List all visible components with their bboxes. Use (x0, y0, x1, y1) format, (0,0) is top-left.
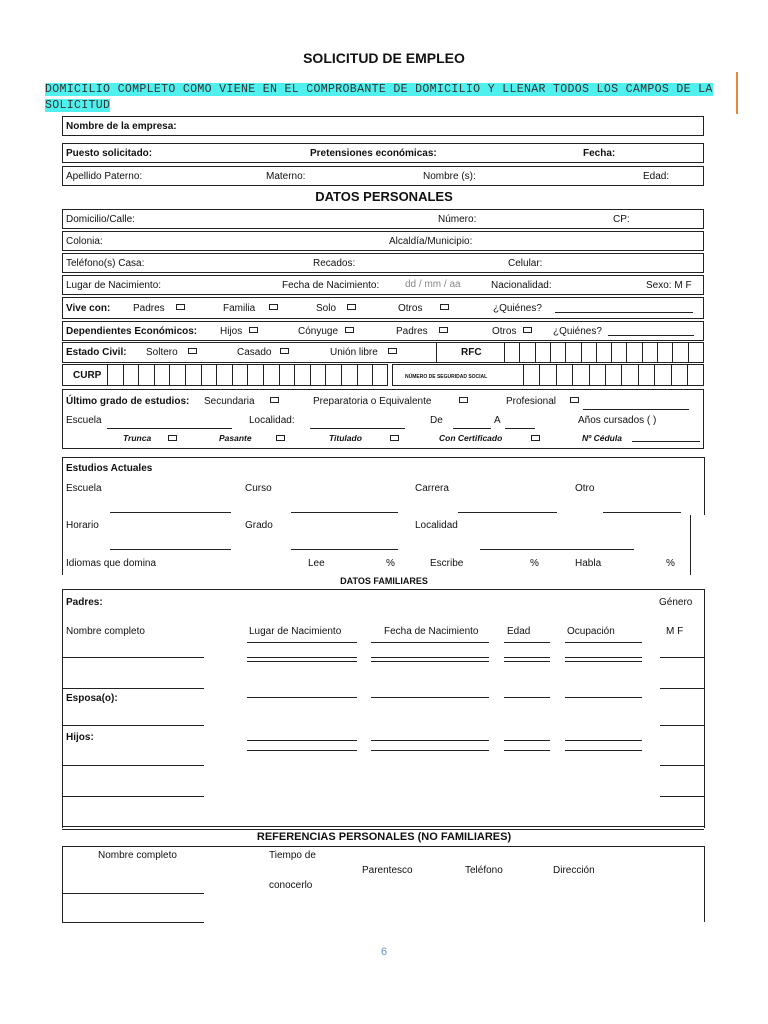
family-field-line[interactable] (247, 697, 357, 698)
nss-cells-cell[interactable] (572, 365, 573, 385)
nss-cells-cell[interactable] (589, 365, 590, 385)
line-ea-localidad[interactable] (480, 549, 634, 550)
checkbox-vive-padres[interactable] (176, 304, 185, 310)
checkbox-vive-otros[interactable] (440, 304, 449, 310)
curp-cells-cell[interactable] (294, 365, 295, 385)
label-nacionalidad: Nacionalidad: (491, 280, 552, 291)
fecha-nacimiento-placeholder: dd / mm / aa (405, 279, 461, 290)
nss-cells-cell[interactable] (523, 365, 524, 385)
row-nacimiento[interactable] (62, 275, 704, 295)
checkbox-preparatoria[interactable] (459, 397, 468, 403)
label-dep-quienes: ¿Quiénes? (553, 326, 602, 337)
instruction-note-text: DOMICILIO COMPLETO COMO VIENE EN EL COMPROBANTE DE DOMICILIO Y LLENAR TODOS LOS CAMPOS DE LA SOLICITUD (45, 83, 713, 112)
checkbox-dep-conyuge[interactable] (345, 327, 354, 333)
label-numero: Número: (438, 214, 477, 225)
label-casado: Casado (237, 347, 272, 358)
row-empresa[interactable] (62, 116, 704, 136)
nss-box[interactable] (392, 364, 704, 386)
checkbox-con-certificado[interactable] (531, 435, 540, 441)
label-sexo: Sexo: M F (646, 280, 692, 291)
line-ea-grado[interactable] (291, 549, 398, 550)
label-ea-horario: Horario (66, 520, 99, 531)
label-edad: Edad: (643, 171, 670, 182)
label-anios-cursados: Años cursados ( ) (578, 415, 657, 426)
rfc-cells-cell[interactable] (565, 343, 566, 362)
referencias-top (62, 846, 704, 847)
label-cp: CP: (613, 214, 630, 225)
rfc-cells-cell[interactable] (626, 343, 627, 362)
label-dependientes: Dependientes Económicos: (66, 326, 198, 337)
line-ea-horario[interactable] (110, 549, 231, 550)
label-domicilio: Domicilio/Calle: (66, 214, 135, 225)
curp-cells-cell[interactable] (263, 365, 264, 385)
label-habla: Habla (575, 558, 602, 569)
row-apellidos[interactable] (62, 166, 704, 186)
rfc-cells-cell[interactable] (611, 343, 612, 362)
referencias-left (62, 846, 63, 922)
label-esposa: Esposa(o): (66, 693, 118, 704)
family-field-line[interactable] (660, 796, 704, 797)
label-fam-ocupacion: Ocupación (567, 626, 615, 637)
label-ultimo-grado: Último grado de estudios: (66, 396, 190, 407)
family-field-line[interactable] (660, 725, 704, 726)
rfc-cells-cell[interactable] (596, 343, 597, 362)
label-fam-padres: Padres: (66, 597, 103, 608)
checkbox-secundaria[interactable] (270, 397, 279, 403)
checkbox-profesional[interactable] (570, 397, 579, 403)
label-fecha: Fecha: (583, 148, 616, 159)
checkbox-trunca[interactable] (168, 435, 177, 441)
estudios-actuales-right (704, 457, 705, 515)
familiares-left (62, 589, 63, 828)
curp-cells-cell[interactable] (123, 365, 124, 385)
line-a[interactable] (505, 428, 535, 429)
checkbox-pasante[interactable] (276, 435, 285, 441)
label-recados: Recados: (313, 258, 356, 269)
label-nss: NÚMERO DE SEGURIDAD SOCIAL (405, 374, 488, 380)
label-dep-hijos: Hijos (220, 326, 243, 337)
line-profesional[interactable] (583, 409, 689, 410)
rfc-cells-cell[interactable] (581, 343, 582, 362)
label-union-libre: Unión libre (330, 347, 378, 358)
label-fam-lugar: Lugar de Nacimiento (249, 626, 342, 637)
line-cedula[interactable] (632, 441, 700, 442)
estudios-actuales-left (62, 457, 63, 575)
curp-cells-cell[interactable] (138, 365, 139, 385)
label-alcaldia: Alcaldía/Municipio: (389, 236, 473, 247)
familiares-bottom (62, 826, 704, 827)
family-field-line[interactable] (371, 740, 489, 741)
label-fecha-nacimiento: Fecha de Nacimiento: (282, 280, 380, 291)
curp-cells-cell[interactable] (201, 365, 202, 385)
curp-cells-cell[interactable] (325, 365, 326, 385)
family-field-line[interactable] (247, 750, 357, 751)
curp-box[interactable] (62, 364, 388, 386)
checkbox-titulado[interactable] (390, 435, 399, 441)
label-ref-telefono: Teléfono (465, 865, 503, 876)
checkbox-dep-hijos[interactable] (249, 327, 258, 333)
label-fam-hijos: Hijos: (66, 732, 94, 743)
estudios-actuales-right-2 (690, 515, 691, 575)
family-field-line[interactable] (371, 657, 489, 658)
label-habla-pct: % (666, 558, 675, 569)
row-puesto[interactable] (62, 143, 704, 163)
label-puesto: Puesto solicitado: (66, 148, 153, 159)
line-ea-carrera[interactable] (458, 512, 557, 513)
label-ea-carrera: Carrera (415, 483, 449, 494)
curp-cells-cell[interactable] (232, 365, 233, 385)
line-dep-quienes[interactable] (608, 335, 694, 336)
label-ea-localidad: Localidad (415, 520, 458, 531)
family-field-line[interactable] (565, 740, 642, 741)
estudios-actuales-top (62, 457, 704, 458)
divider (436, 343, 437, 362)
rfc-cells-cell[interactable] (550, 343, 551, 362)
label-ref-tiempo: Tiempo de (269, 850, 316, 861)
row-dependientes[interactable] (62, 321, 704, 341)
line-vive-quienes[interactable] (555, 312, 693, 313)
nss-cells-cell[interactable] (556, 365, 557, 385)
nss-cells[interactable] (523, 365, 703, 385)
label-lee-pct: % (386, 558, 395, 569)
rfc-cells-cell[interactable] (504, 343, 505, 362)
label-vive-padres: Padres (133, 303, 165, 314)
label-vive-familia: Familia (223, 303, 256, 314)
family-field-line[interactable] (504, 661, 550, 662)
curp-cells-cell[interactable] (185, 365, 186, 385)
curp-cells[interactable] (107, 365, 387, 385)
curp-cells-cell[interactable] (310, 365, 311, 385)
family-field-line[interactable] (660, 688, 704, 689)
rfc-cells[interactable] (504, 343, 703, 362)
family-field-line[interactable] (565, 661, 642, 662)
nss-cells-cell[interactable] (539, 365, 540, 385)
label-materno: Materno: (266, 171, 306, 182)
label-ea-otro: Otro (575, 483, 595, 494)
family-field-line[interactable] (504, 750, 550, 751)
label-estudios-actuales: Estudios Actuales (66, 463, 153, 474)
row-domicilio[interactable] (62, 209, 704, 229)
checkbox-dep-otros[interactable] (523, 327, 532, 333)
rfc-cells-cell[interactable] (688, 343, 689, 362)
section-datos-familiares: DATOS FAMILIARES (340, 576, 428, 586)
section-referencias: REFERENCIAS PERSONALES (NO FAMILIARES) (256, 831, 512, 843)
label-fam-fecha: Fecha de Nacimiento (384, 626, 479, 637)
family-header-underline (565, 642, 642, 643)
label-vive-solo: Solo (316, 303, 337, 314)
form-title: SOLICITUD DE EMPLEO (303, 50, 465, 66)
referencias-right (704, 846, 705, 922)
label-vive-con: Vive con: (66, 303, 111, 314)
rfc-cells-cell[interactable] (535, 343, 536, 362)
familiares-right (704, 589, 705, 828)
line-ea-escuela[interactable] (110, 512, 231, 513)
line-localidad[interactable] (310, 428, 405, 429)
row-colonia[interactable] (62, 231, 704, 251)
row-telefonos[interactable] (62, 253, 704, 273)
rfc-cells-cell[interactable] (672, 343, 673, 362)
line-ea-otro[interactable] (603, 512, 681, 513)
section-datos-personales: DATOS PERSONALES (315, 189, 453, 204)
label-soltero: Soltero (146, 347, 178, 358)
family-header-underline (504, 642, 550, 643)
curp-cells-cell[interactable] (169, 365, 170, 385)
label-escribe: Escribe (430, 558, 464, 569)
label-nombres: Nombre (s): (423, 171, 476, 182)
label-con-certificado: Con Certificado (439, 433, 503, 443)
label-dep-otros: Otros (492, 326, 517, 337)
nss-cells-cell[interactable] (671, 365, 672, 385)
familiares-bottom-2 (62, 829, 704, 830)
family-field-line[interactable] (504, 657, 550, 658)
label-ref-conocerlo: conocerlo (269, 880, 313, 891)
nss-cells-cell[interactable] (687, 365, 688, 385)
label-titulado: Titulado (329, 433, 362, 443)
label-pretensiones: Pretensiones económicas: (310, 148, 437, 159)
line-ref-1[interactable] (62, 893, 204, 894)
label-fam-mf: M F (666, 626, 684, 637)
label-lugar-nacimiento: Lugar de Nacimiento: (66, 280, 162, 291)
rfc-cells-cell[interactable] (657, 343, 658, 362)
curp-cells-cell[interactable] (341, 365, 342, 385)
rfc-cells-cell[interactable] (642, 343, 643, 362)
label-profesional: Profesional (506, 396, 557, 407)
label-rfc: RFC (461, 347, 482, 358)
family-field-line[interactable] (62, 725, 204, 726)
nss-cells-cell[interactable] (605, 365, 606, 385)
nss-cells-cell[interactable] (621, 365, 622, 385)
label-pasante: Pasante (219, 433, 252, 443)
label-genero: Género (659, 597, 693, 608)
checkbox-vive-familia[interactable] (269, 304, 278, 310)
row-estado-civil[interactable] (62, 342, 704, 363)
checkbox-soltero[interactable] (188, 348, 197, 354)
family-field-line[interactable] (62, 796, 204, 797)
label-ea-curso: Curso (245, 483, 272, 494)
label-nombre-completo: Nombre completo (66, 626, 145, 637)
label-fam-edad: Edad (507, 626, 531, 637)
label-ref-nombre: Nombre completo (98, 850, 177, 861)
family-field-line[interactable] (371, 750, 489, 751)
label-lee: Lee (308, 558, 325, 569)
checkbox-union-libre[interactable] (388, 348, 397, 354)
line-escuela[interactable] (107, 428, 232, 429)
margin-marker (736, 72, 738, 114)
family-header-underline (247, 642, 357, 643)
label-vive-otros: Otros (398, 303, 423, 314)
box-estudios[interactable] (62, 389, 704, 449)
label-de: De (430, 415, 443, 426)
instruction-note (45, 82, 725, 114)
label-vive-quienes: ¿Quiénes? (493, 303, 542, 314)
line-ea-curso[interactable] (291, 512, 398, 513)
label-idiomas: Idiomas que domina (66, 558, 157, 569)
line-de[interactable] (453, 428, 491, 429)
checkbox-dep-padres[interactable] (439, 327, 448, 333)
checkbox-casado[interactable] (280, 348, 289, 354)
label-colonia: Colonia: (66, 236, 103, 247)
page-number: 6 (380, 946, 388, 958)
label-escribe-pct: % (530, 558, 539, 569)
family-field-line[interactable] (371, 697, 489, 698)
label-ref-direccion: Dirección (553, 865, 595, 876)
label-ea-grado: Grado (245, 520, 273, 531)
curp-cells-cell[interactable] (154, 365, 155, 385)
curp-cells-cell[interactable] (247, 365, 248, 385)
family-field-line[interactable] (247, 657, 357, 658)
family-field-line[interactable] (565, 697, 642, 698)
family-header-underline (371, 642, 489, 643)
label-a: A (494, 415, 501, 426)
label-cedula: Nº Cédula (582, 433, 622, 443)
label-trunca: Trunca (123, 433, 152, 443)
family-field-line[interactable] (371, 661, 489, 662)
rfc-cells-cell[interactable] (519, 343, 520, 362)
family-field-line[interactable] (247, 661, 357, 662)
label-estado-civil: Estado Civil: (66, 347, 127, 358)
label-secundaria: Secundaria (204, 396, 255, 407)
family-field-line[interactable] (62, 688, 204, 689)
label-apellido-paterno: Apellido Paterno: (66, 171, 143, 182)
curp-cells-cell[interactable] (107, 365, 108, 385)
label-localidad: Localidad: (249, 415, 295, 426)
family-field-line[interactable] (504, 697, 550, 698)
curp-cells-cell[interactable] (279, 365, 280, 385)
family-field-line[interactable] (565, 657, 642, 658)
label-celular: Celular: (508, 258, 543, 269)
label-telefono-casa: Teléfono(s) Casa: (66, 258, 145, 269)
label-empresa: Nombre de la empresa: (66, 121, 177, 132)
label-dep-conyuge: Cónyuge (298, 326, 339, 337)
row-vive-con[interactable] (62, 297, 704, 319)
nss-cells-cell[interactable] (654, 365, 655, 385)
label-curp: CURP (73, 370, 102, 381)
nss-cells-cell[interactable] (638, 365, 639, 385)
label-escuela: Escuela (66, 415, 102, 426)
family-field-line[interactable] (247, 740, 357, 741)
label-ea-escuela: Escuela (66, 483, 102, 494)
label-preparatoria: Preparatoria o Equivalente (313, 396, 432, 407)
family-field-line[interactable] (565, 750, 642, 751)
family-field-line[interactable] (660, 765, 704, 766)
line-ref-2[interactable] (62, 922, 204, 923)
family-field-line[interactable] (62, 657, 204, 658)
family-field-line[interactable] (504, 740, 550, 741)
curp-cells-cell[interactable] (372, 365, 373, 385)
family-field-line[interactable] (62, 765, 204, 766)
label-ref-parentesco: Parentesco (362, 865, 413, 876)
checkbox-vive-solo[interactable] (347, 304, 356, 310)
familiares-top (62, 589, 704, 590)
curp-cells-cell[interactable] (216, 365, 217, 385)
family-field-line[interactable] (660, 657, 704, 658)
label-dep-padres: Padres (396, 326, 428, 337)
curp-cells-cell[interactable] (357, 365, 358, 385)
